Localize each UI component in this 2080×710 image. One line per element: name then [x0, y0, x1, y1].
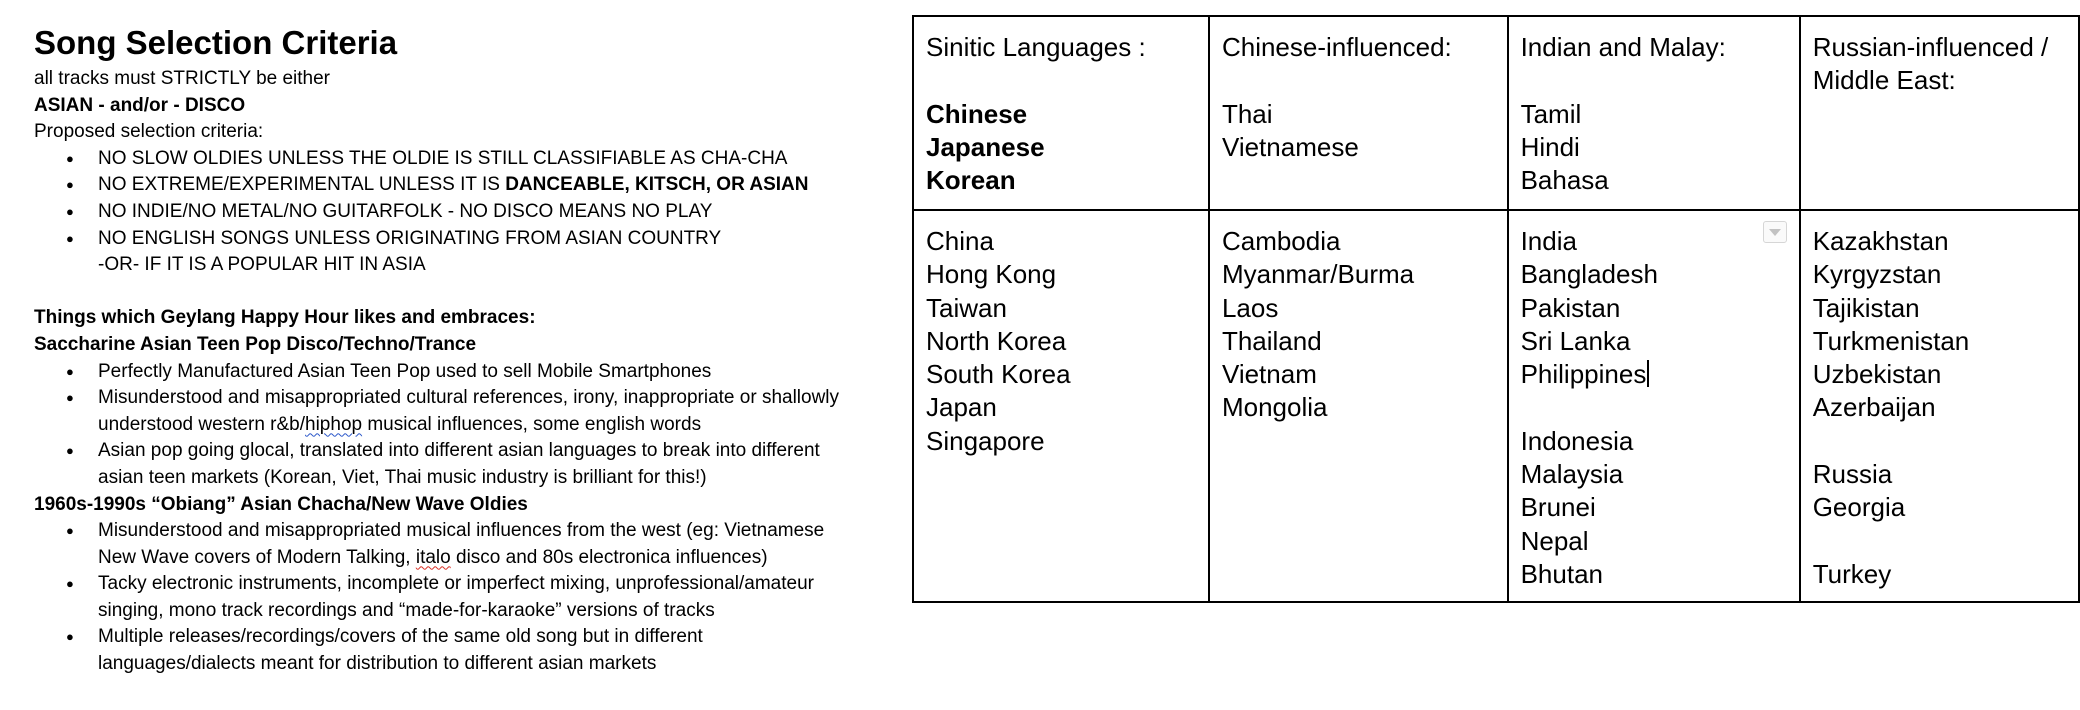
country-entry: Tajikistan [1812, 292, 1920, 323]
country-entry: Mongolia [1221, 392, 1328, 423]
country-entry: Myanmar/Burma [1221, 259, 1415, 290]
criteria-item [34, 226, 874, 279]
language-entry: Bahasa [1520, 165, 1609, 196]
language-entry: Thai [1221, 98, 1273, 129]
cell-dropdown-icon[interactable] [1763, 221, 1787, 243]
oldies-heading: 1960s-1990s “Obiang” Asian Chacha/New Wave Oldies [34, 493, 528, 515]
country-entry: Malaysia [1520, 459, 1624, 490]
criteria-continuation: -OR- IF IT IS A POPULAR HIT IN ASIA [98, 254, 426, 276]
proposed-label: Proposed selection criteria: [34, 121, 264, 143]
country-entry: Japan [926, 392, 997, 423]
bullet-continuation [98, 412, 874, 439]
country-entry-with-cursor [1521, 358, 1787, 391]
country-entry: Hong Kong [926, 259, 1057, 290]
teen-pop-list [34, 359, 874, 492]
bullet-continuation [98, 545, 874, 572]
country-entry: Azerbaijan [1812, 392, 1936, 423]
grammar-flagged-word[interactable]: hiphop [305, 413, 363, 435]
list-item [34, 385, 874, 438]
column-header: Chinese-influenced: [1221, 32, 1452, 62]
column-header: Indian and Malay: [1520, 32, 1726, 62]
bullet-text: Tacky electronic instruments, incomplete or imperfect mixing, unprofessional/amateur [98, 573, 814, 595]
criteria-item [34, 146, 874, 173]
likes-heading: Things which Geylang Happy Hour likes and embraces: [34, 307, 536, 329]
table-cell-chinese-influenced-countries[interactable] [1209, 210, 1508, 602]
criteria-bold-text: DANCEABLE, KITSCH, OR ASIAN [505, 174, 809, 196]
table-cell-chinese-influenced-header[interactable] [1209, 16, 1508, 210]
bullet-text-part: musical influences, some english words [362, 413, 702, 435]
bullet-text-part: New Wave covers of Modern Talking, [98, 546, 416, 568]
country-entry: Vietnam [1221, 359, 1317, 390]
country-entry: Taiwan [926, 292, 1007, 323]
country-entry: Indonesia [1520, 425, 1634, 456]
country-entry: South Korea [926, 359, 1071, 390]
table-header-row [913, 16, 2079, 210]
country-entry: Singapore [926, 425, 1045, 456]
country-entry: North Korea [926, 325, 1067, 356]
intro-line: all tracks must STRICTLY be either [34, 68, 331, 89]
bullet-continuation: languages/dialects meant for distribution to different asian markets [98, 653, 657, 675]
country-entry: Thailand [1221, 325, 1322, 356]
table-cell-indian-malay-header[interactable] [1508, 16, 1800, 210]
column-header: Russian-influenced / Middle East: [1812, 32, 2049, 96]
bullet-text: Asian pop going glocal, translated into different asian languages to break into different [98, 440, 820, 462]
country-entry: Turkmenistan [1812, 325, 1970, 356]
list-item [34, 518, 874, 571]
bullet-text: Misunderstood and misappropriated musical influences from the west (eg: Vietnamese [98, 520, 825, 542]
country-entry: Kazakhstan [1812, 226, 1949, 256]
country-entry: Cambodia [1221, 226, 1341, 256]
country-entry: Bhutan [1520, 558, 1603, 589]
country-entry: Turkey [1812, 558, 1892, 589]
country-entry: Kyrgyzstan [1812, 259, 1942, 290]
language-entry: Chinese [926, 98, 1028, 129]
country-entry: Sri Lanka [1520, 325, 1631, 356]
bullet-continuation: asian teen markets (Korean, Viet, Thai music industry is brilliant for this!) [98, 466, 707, 488]
country-entry: Laos [1221, 292, 1279, 323]
asian-disco-emphasis: ASIAN - and/or - DISCO [34, 94, 246, 116]
table-countries-row [913, 210, 2079, 602]
language-entry: Vietnamese [1221, 131, 1359, 162]
table-cell-sinitic-countries[interactable] [913, 210, 1209, 602]
criteria-text: NO EXTREME/EXPERIMENTAL UNLESS IT IS [98, 174, 506, 196]
country-entry: Russia [1812, 459, 1893, 490]
country-entry: China [926, 226, 994, 256]
table-cell-indian-malay-countries[interactable] [1508, 210, 1800, 602]
table-cell-sinitic-header[interactable] [913, 16, 1209, 210]
country-entry: Uzbekistan [1812, 359, 1942, 390]
bullet-text-part: understood western r&b/ [98, 413, 306, 435]
page-title: Song Selection Criteria [34, 24, 398, 61]
criteria-text: NO SLOW OLDIES UNLESS THE OLDIE IS STILL CLASSIFIABLE AS CHA-CHA [98, 147, 788, 169]
table-cell-russian-middle-east-header[interactable] [1800, 16, 2079, 210]
country-entry: Nepal [1520, 525, 1589, 556]
language-entry: Tamil [1520, 98, 1582, 129]
list-item [34, 571, 874, 624]
table-cell-russian-middle-east-countries[interactable] [1800, 210, 2079, 602]
criteria-list [34, 146, 874, 279]
bullet-text-part: disco and 80s electronica influences) [450, 546, 768, 568]
bullet-text: Perfectly Manufactured Asian Teen Pop used to sell Mobile Smartphones [98, 360, 712, 382]
country-entry: Georgia [1812, 492, 1906, 523]
criteria-text: NO INDIE/NO METAL/NO GUITARFOLK - NO DISCO MEANS NO PLAY [98, 200, 713, 222]
list-item [34, 438, 874, 491]
column-header: Sinitic Languages : [926, 32, 1146, 62]
criteria-document [34, 20, 874, 678]
list-item [34, 359, 874, 386]
spelling-flagged-word[interactable]: italo [415, 546, 451, 568]
list-item [34, 624, 874, 677]
bullet-text: Misunderstood and misappropriated cultural references, irony, inappropriate or shallowly [98, 387, 840, 409]
criteria-text: NO ENGLISH SONGS UNLESS ORIGINATING FROM ASIAN COUNTRY [98, 227, 722, 249]
language-entry: Japanese [926, 131, 1045, 162]
teen-pop-heading: Saccharine Asian Teen Pop Disco/Techno/Trance [34, 333, 477, 355]
country-entry: Brunei [1520, 492, 1596, 523]
text-cursor [1647, 360, 1649, 387]
bullet-text: Multiple releases/recordings/covers of the same old song but in different [98, 626, 703, 648]
country-entry: Pakistan [1520, 292, 1621, 323]
country-entry: Bangladesh [1520, 259, 1658, 290]
oldies-list [34, 518, 874, 678]
language-entry: Korean [926, 165, 1016, 196]
criteria-item [34, 199, 874, 226]
language-region-table [912, 15, 2080, 603]
country-entry: India [1520, 226, 1577, 256]
bullet-continuation: singing, mono track recordings and “made-for-karaoke” versions of tracks [98, 599, 715, 621]
country-entry: Philippines [1520, 359, 1647, 390]
language-entry: Hindi [1520, 131, 1580, 162]
criteria-item [34, 172, 874, 199]
